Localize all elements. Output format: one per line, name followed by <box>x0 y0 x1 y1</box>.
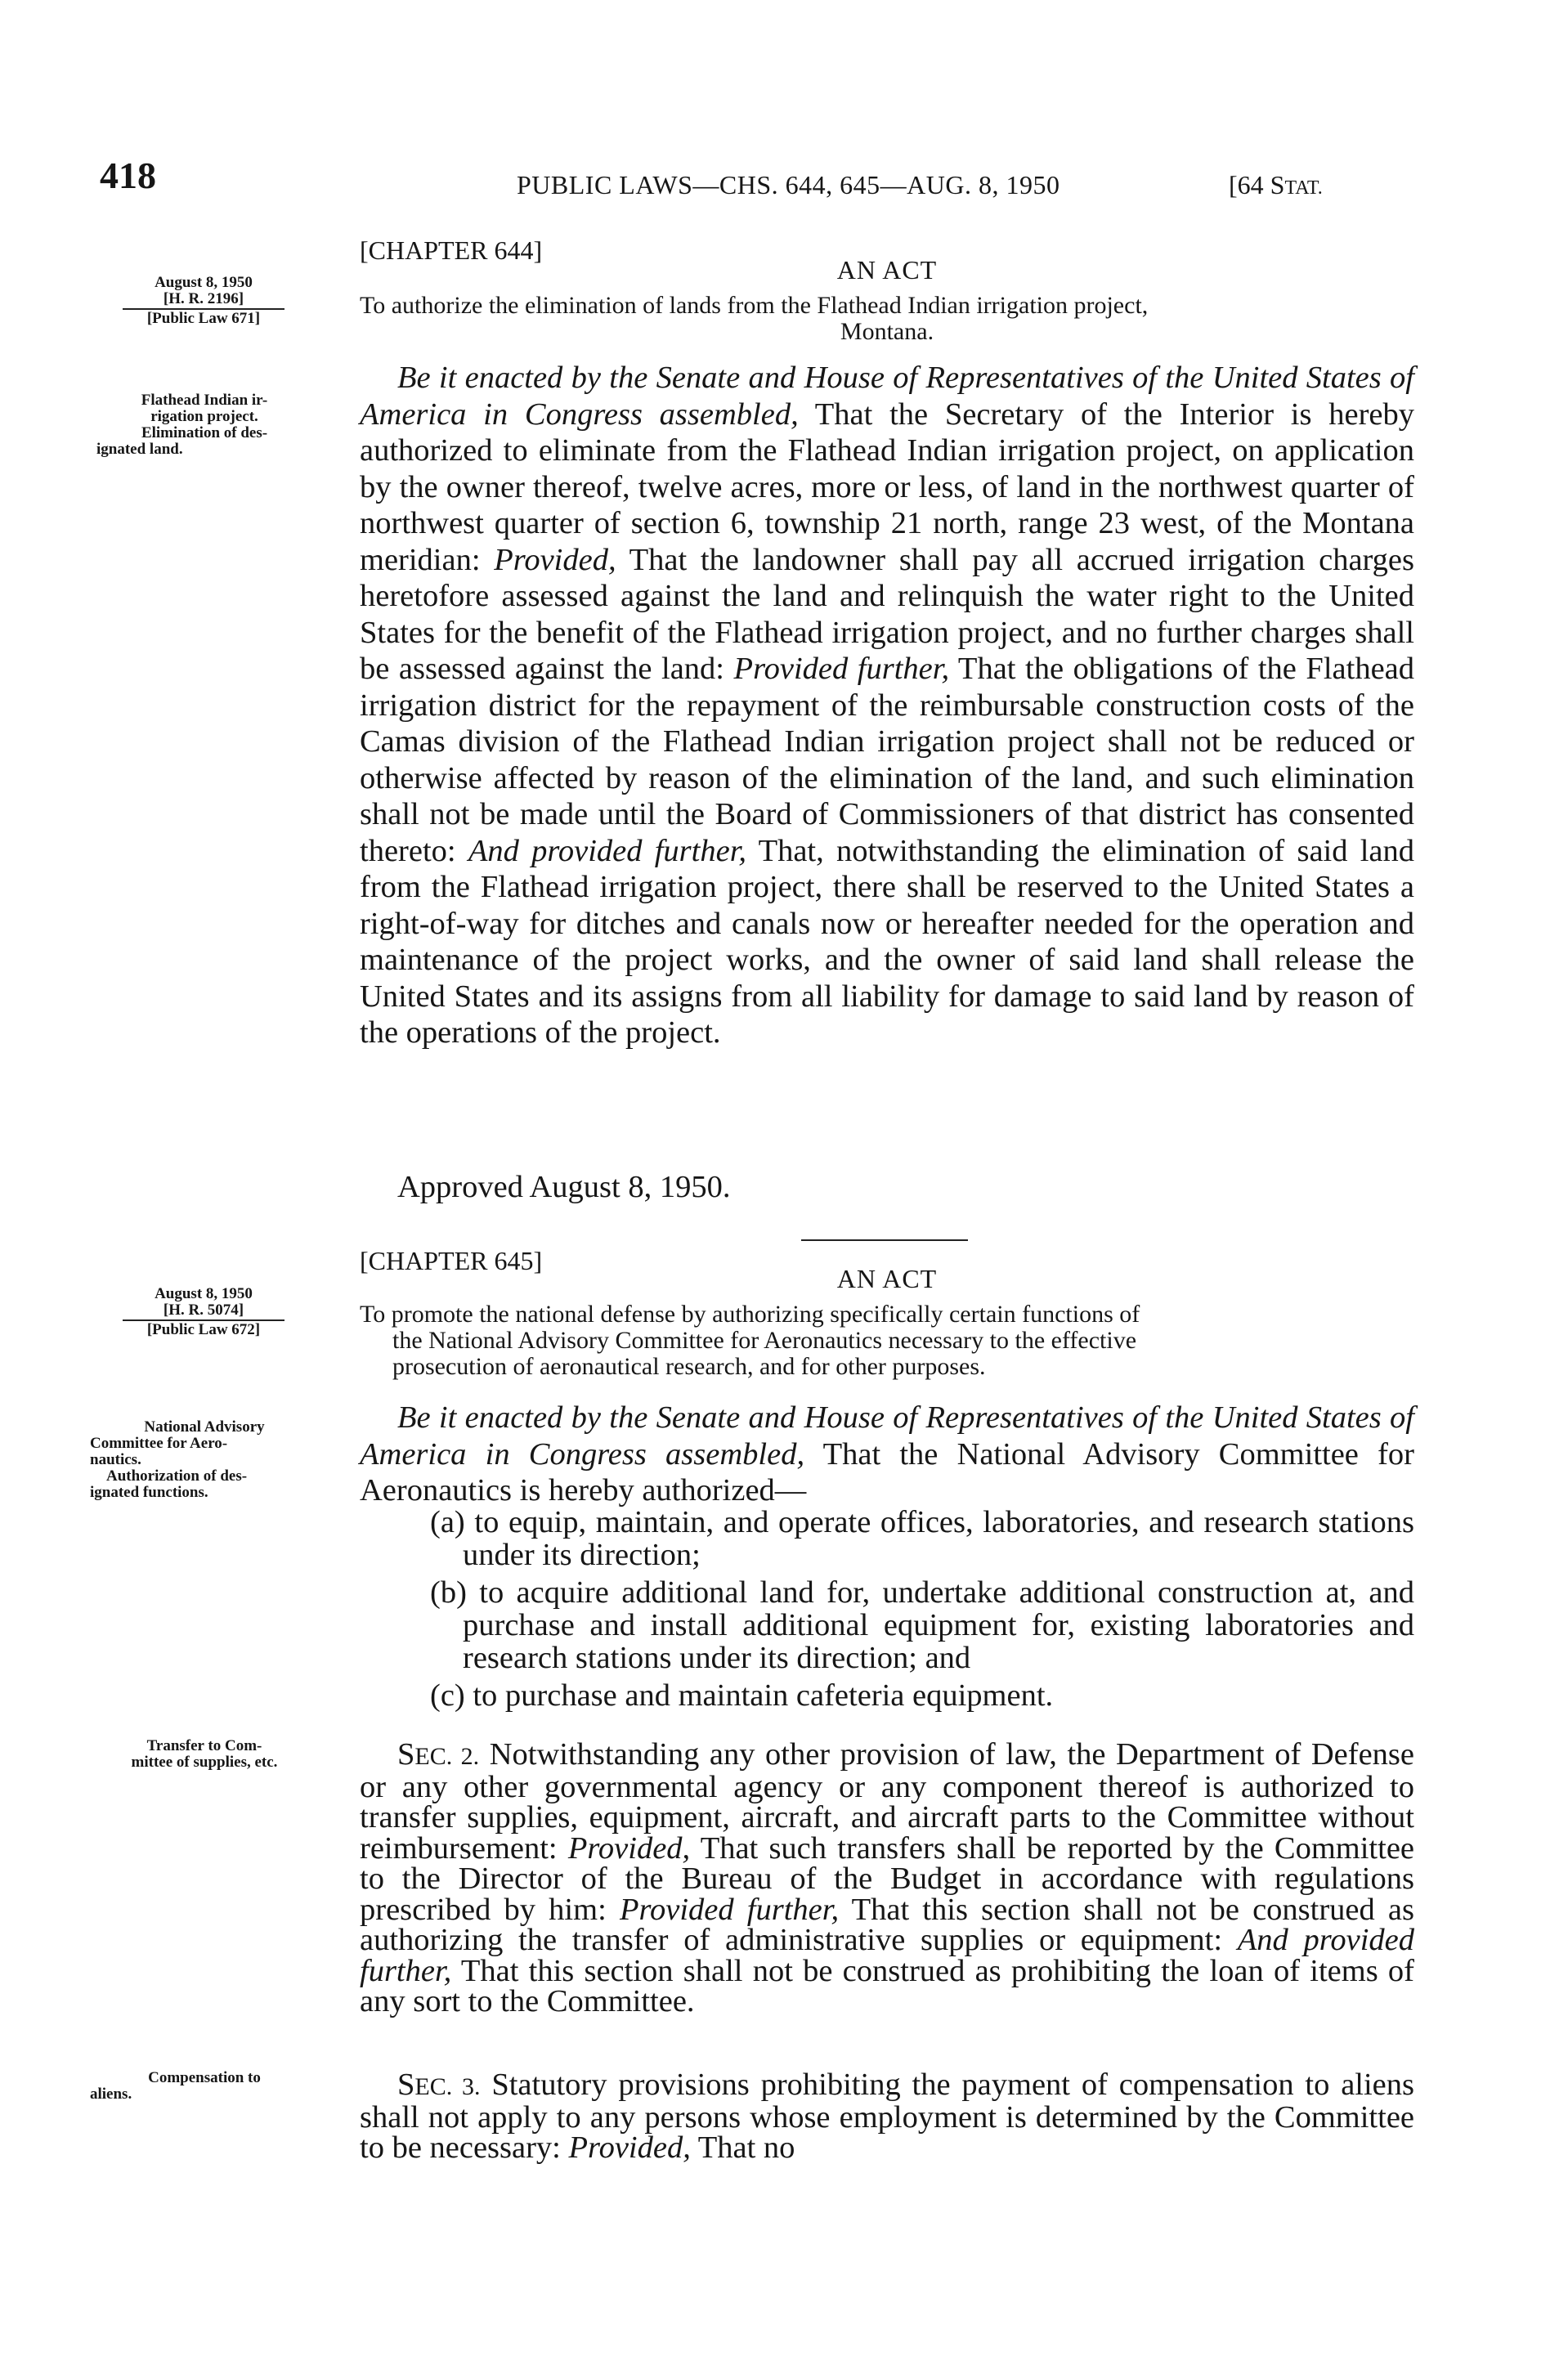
sidenote-line: Authorization of des- <box>106 1467 248 1485</box>
list-item: (c) to purchase and maintain cafeteria equipment. <box>430 1678 1054 1713</box>
sidenote-line: ignated land. <box>96 441 183 458</box>
volume-prefix: [64 S <box>1229 170 1285 199</box>
title-line: To authorize the elimination of lands from the Flathead Indian irrigation project, <box>360 292 1149 319</box>
enacting-paragraph <box>360 360 1414 1051</box>
body-text: Notwithstanding any other provision of law, the Department of Defense or any other governmental agency or any component thereof is authorized to transfer supplies, equipment, aircraft, and aircraft parts to the Committee without reimbursement: <box>360 1737 1414 1866</box>
proviso: And provided further, <box>468 833 747 868</box>
volume-suffix: TAT. <box>1284 177 1323 199</box>
sidenote-line: Flathead Indian ir- <box>141 392 268 409</box>
sidenote-line: National Advisory <box>144 1418 265 1436</box>
chapter-644-heading: [CHAPTER 644] <box>360 235 543 265</box>
sidenote-line: Transfer to Com- <box>146 1737 262 1754</box>
section-label-initial: S <box>397 2068 415 2102</box>
sidenote-line: aliens. <box>90 2085 132 2103</box>
sidenote-line: Committee for Aero- <box>90 1435 228 1452</box>
proviso: Provided, <box>567 1830 691 1866</box>
page-header <box>0 154 1568 203</box>
section-label <box>397 1737 479 1772</box>
chapter-645-act-label: AN ACT <box>836 1264 938 1293</box>
volume-reference <box>1229 170 1323 200</box>
proviso: And provided further, <box>360 1923 1414 1988</box>
enacting-paragraph <box>360 1400 1414 1509</box>
list-item: (a) to equip, maintain, and operate offices, laboratories, and research stations under its direction; <box>430 1505 1414 1572</box>
margin-bill: [H. R. 5074] <box>163 1301 244 1319</box>
body-text: That the National Advisory Committee for Aeronautics is hereby authorized— <box>360 1436 1414 1508</box>
chapter-645-heading: [CHAPTER 645] <box>360 1246 543 1275</box>
margin-bill: [H. R. 2196] <box>163 290 244 307</box>
sidenote-line: ignated functions. <box>90 1484 208 1501</box>
proviso: Provided, <box>568 2130 691 2165</box>
title-line: the National Advisory Committee for Aeronautics necessary to the effective <box>392 1327 1137 1354</box>
body-text: That no <box>690 2130 795 2165</box>
enacting-clause: Be it enacted by the Senate and House of Representatives of the United States of America in Congress assembled, <box>360 361 1414 432</box>
chapter-645-margin-citation <box>90 1286 317 1338</box>
chapter-645-title <box>360 1301 1414 1380</box>
sidenote-flathead <box>90 392 319 458</box>
sidenote-line: Compensation to <box>148 2069 261 2086</box>
page-number: 418 <box>100 155 156 196</box>
sidenote-line: rigation project. <box>150 408 258 425</box>
proviso: Provided further, <box>733 652 950 686</box>
chapter-644-act-label: AN ACT <box>836 255 938 284</box>
body-text: That this section shall not be construed as prohibiting the loan of items of any sort to the Committee. <box>360 1953 1414 2018</box>
authorized-functions-list <box>360 1506 1414 1712</box>
chapter-644-title <box>360 293 1414 345</box>
section-label <box>397 2068 480 2102</box>
sidenote-transfer <box>90 1738 319 1771</box>
section-label-rest: EC. 3. <box>414 2073 481 2100</box>
enacting-clause: Be it enacted by the Senate and House of Representatives of the United States of America in Congress assembled, <box>360 1400 1414 1472</box>
section-paragraph <box>360 2070 1414 2164</box>
body-text: That the Secretary of the Interior is hereby authorized to eliminate from the Flathead Indian irrigation project, on application by the owner thereof, twelve acres, more or less, of land in the northwest quarter of northwest quarter of section 6, township 21 north, range 23 west, of the Montana meridian: <box>360 396 1414 577</box>
sidenote-naca <box>90 1419 319 1501</box>
title-line: To promote the national defense by authorizing specifically certain functions of <box>360 1301 1140 1328</box>
body-text: That such transfers shall be reported by the Committee to the Director of the Bureau of the Budget in accordance with regulations prescribed by him: <box>360 1830 1415 1927</box>
chapter-645-enacting <box>360 1400 1414 1509</box>
title-line: Montana. <box>840 318 934 345</box>
list-item: (b) to acquire additional land for, undertake additional construction at, and purchase and install additional equipment for, existing laboratories and research stations under its direction; and <box>430 1575 1414 1675</box>
running-head: PUBLIC LAWS—CHS. 644, 645—AUG. 8, 1950 <box>517 170 1060 199</box>
margin-law: [Public Law 672] <box>146 1321 261 1338</box>
margin-date: August 8, 1950 <box>155 1285 253 1302</box>
section-2 <box>360 1737 1415 2018</box>
section-label-initial: S <box>397 1737 415 1772</box>
approval-date: Approved August 8, 1950. <box>397 1170 731 1204</box>
proviso: Provided further, <box>619 1892 840 1927</box>
sidenote-line: nautics. <box>90 1451 141 1468</box>
body-text: That the obligations of the Flathead irrigation district for the repayment of the reimbursable construction costs of the Camas division of the Flathead Indian irrigation project shall not be reduced or otherwise affected by reason of the elimination of the land, and such elimination shall not be made until the Board of Commissioners of that district has consented thereto: <box>360 652 1414 868</box>
section-label-rest: EC. 2. <box>414 1743 480 1770</box>
body-text: That the landowner shall pay all accrued irrigation charges heretofore assessed against the land and relinquish the water right to the United States for the benefit of the Flathead irrigation project, and no further charges shall be assessed against the land: <box>360 542 1414 686</box>
sidenote-line: mittee of supplies, etc. <box>131 1754 278 1771</box>
sidenote-line: Elimination of des- <box>141 424 268 441</box>
section-3 <box>360 2070 1414 2164</box>
sidenote-compensation <box>90 2070 319 2103</box>
proviso: Provided, <box>494 542 616 577</box>
margin-date: August 8, 1950 <box>155 274 253 291</box>
body-text: That this section shall not be construed as authorizing the transfer of administrative supplies or equipment: <box>360 1892 1414 1957</box>
margin-law: [Public Law 671] <box>146 310 261 327</box>
chapter-644-body <box>360 360 1414 1051</box>
section-paragraph <box>360 1737 1415 2018</box>
section-divider <box>801 1239 968 1241</box>
chapter-644-margin-citation <box>90 275 317 327</box>
body-text: That, notwithstanding the elimination of said land from the Flathead irrigation project, there shall be reserved to the United States a right-of-way for ditches and canals now or hereafter needed for the operation and maintenance of the project works, and the owner of said land shall release the United States and its assigns from all liability for damage to said land by reason of the operations of the project. <box>360 833 1415 1050</box>
title-line: prosecution of aeronautical research, and for other purposes. <box>392 1353 986 1380</box>
body-text: Statutory provisions prohibiting the payment of compensation to aliens shall not apply to any persons whose employment is determined by the Committee to be necessary: <box>360 2068 1414 2165</box>
